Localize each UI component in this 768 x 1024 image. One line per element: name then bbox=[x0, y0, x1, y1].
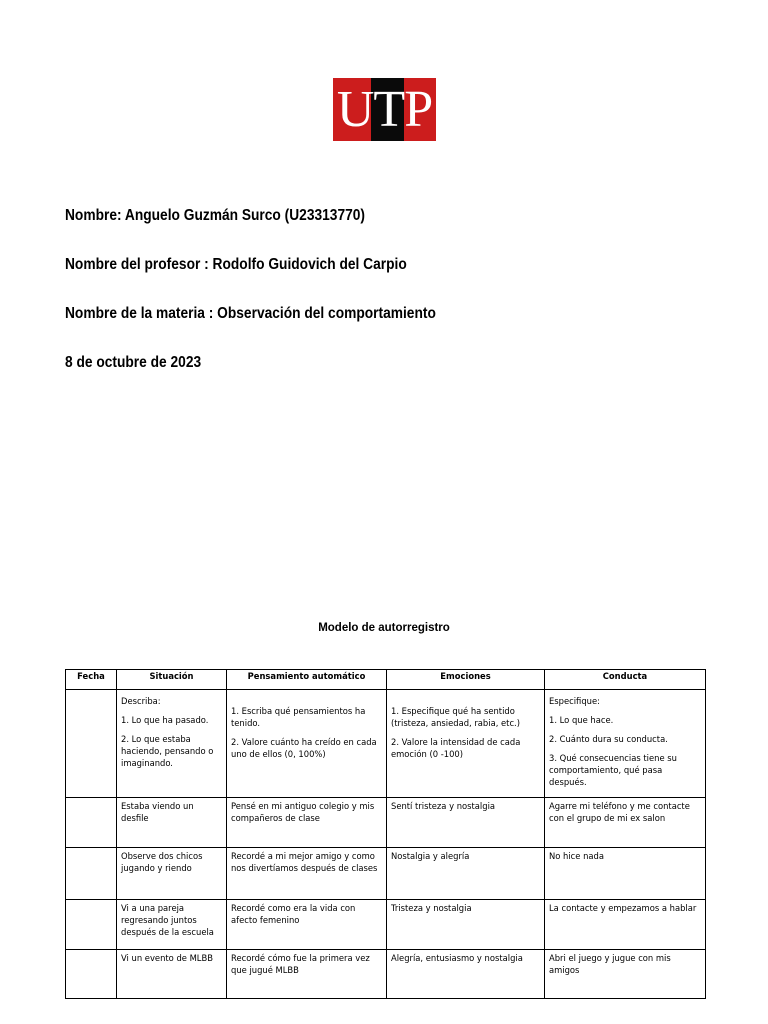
cell-fecha bbox=[66, 900, 117, 950]
instructions-row bbox=[66, 690, 706, 798]
cell-conducta: Agarre mi teléfono y me contacte con el grupo de mi ex salon bbox=[545, 798, 706, 848]
instructions-fecha-cell bbox=[66, 690, 117, 798]
instruction-text: Especifique: bbox=[549, 696, 600, 706]
instruction-text: 2. Cuánto dura su conducta. bbox=[549, 734, 668, 744]
header-emociones: Emociones bbox=[387, 670, 545, 690]
instruction-text: 2. Valore cuánto ha creído en cada uno de ellos (0, 100%) bbox=[231, 737, 377, 759]
cell-conducta: La contacte y empezamos a hablar bbox=[545, 900, 706, 950]
autorregistro-table bbox=[65, 669, 706, 999]
course-name: Nombre de la materia : Observación del comportamiento bbox=[65, 305, 436, 322]
instruction-text: 2. Lo que estaba haciendo, pensando o imaginando. bbox=[121, 734, 214, 768]
utp-logo bbox=[333, 78, 436, 141]
table-header-row bbox=[66, 670, 706, 690]
instruction-text: 3. Qué consecuencias tiene su comportamiento, qué pasa después. bbox=[549, 753, 677, 787]
instruction-text: 1. Especifique qué ha sentido (tristeza, ansiedad, rabia, etc.) bbox=[391, 706, 520, 728]
cell-situacion: Observe dos chicos jugando y riendo bbox=[117, 848, 227, 900]
cell-pensamiento: Recordé como era la vida con afecto femenino bbox=[227, 900, 387, 950]
cell-fecha bbox=[66, 950, 117, 999]
table-row bbox=[66, 848, 706, 900]
cell-emociones: Alegría, entusiasmo y nostalgia bbox=[387, 950, 545, 999]
instructions-emociones-cell bbox=[387, 690, 545, 798]
cell-emociones: Nostalgia y alegría bbox=[387, 848, 545, 900]
instructions-situacion-cell bbox=[117, 690, 227, 798]
header-conducta: Conducta bbox=[545, 670, 706, 690]
cell-pensamiento: Recordé a mi mejor amigo y como nos divertíamos después de clases bbox=[227, 848, 387, 900]
header-fecha: Fecha bbox=[66, 670, 117, 690]
cell-fecha bbox=[66, 848, 117, 900]
instruction-text: Describa: bbox=[121, 696, 161, 706]
table-row bbox=[66, 798, 706, 848]
cell-situacion: Vi a una pareja regresando juntos después de la escuela bbox=[117, 900, 227, 950]
cell-emociones: Sentí tristeza y nostalgia bbox=[387, 798, 545, 848]
cell-conducta: No hice nada bbox=[545, 848, 706, 900]
student-name: Nombre: Anguelo Guzmán Surco (U23313770) bbox=[65, 207, 365, 224]
instructions-conducta-cell bbox=[545, 690, 706, 798]
table-row bbox=[66, 900, 706, 950]
cell-pensamiento: Pensé en mi antiguo colegio y mis compañeros de clase bbox=[227, 798, 387, 848]
header-pensamiento: Pensamiento automático bbox=[227, 670, 387, 690]
table-row bbox=[66, 950, 706, 999]
cell-fecha bbox=[66, 798, 117, 848]
logo-text: UTP bbox=[336, 80, 433, 138]
header-situacion: Situación bbox=[117, 670, 227, 690]
cell-pensamiento: Recordé cómo fue la primera vez que jugué MLBB bbox=[227, 950, 387, 999]
instruction-text: 2. Valore la intensidad de cada emoción (0 -100) bbox=[391, 737, 521, 759]
document-date: 8 de octubre de 2023 bbox=[65, 354, 202, 371]
professor-name: Nombre del profesor : Rodolfo Guidovich del Carpio bbox=[65, 256, 407, 273]
instruction-text: 1. Escriba qué pensamientos ha tenido. bbox=[231, 706, 366, 728]
cell-conducta: Abri el juego y jugue con mis amigos bbox=[545, 950, 706, 999]
instructions-pensamiento-cell bbox=[227, 690, 387, 798]
cell-situacion: Vi un evento de MLBB bbox=[117, 950, 227, 999]
instruction-text: 1. Lo que ha pasado. bbox=[121, 715, 209, 725]
instruction-text: 1. Lo que hace. bbox=[549, 715, 614, 725]
table-title: Modelo de autorregistro bbox=[318, 622, 450, 634]
cell-emociones: Tristeza y nostalgia bbox=[387, 900, 545, 950]
cell-situacion: Estaba viendo un desfile bbox=[117, 798, 227, 848]
